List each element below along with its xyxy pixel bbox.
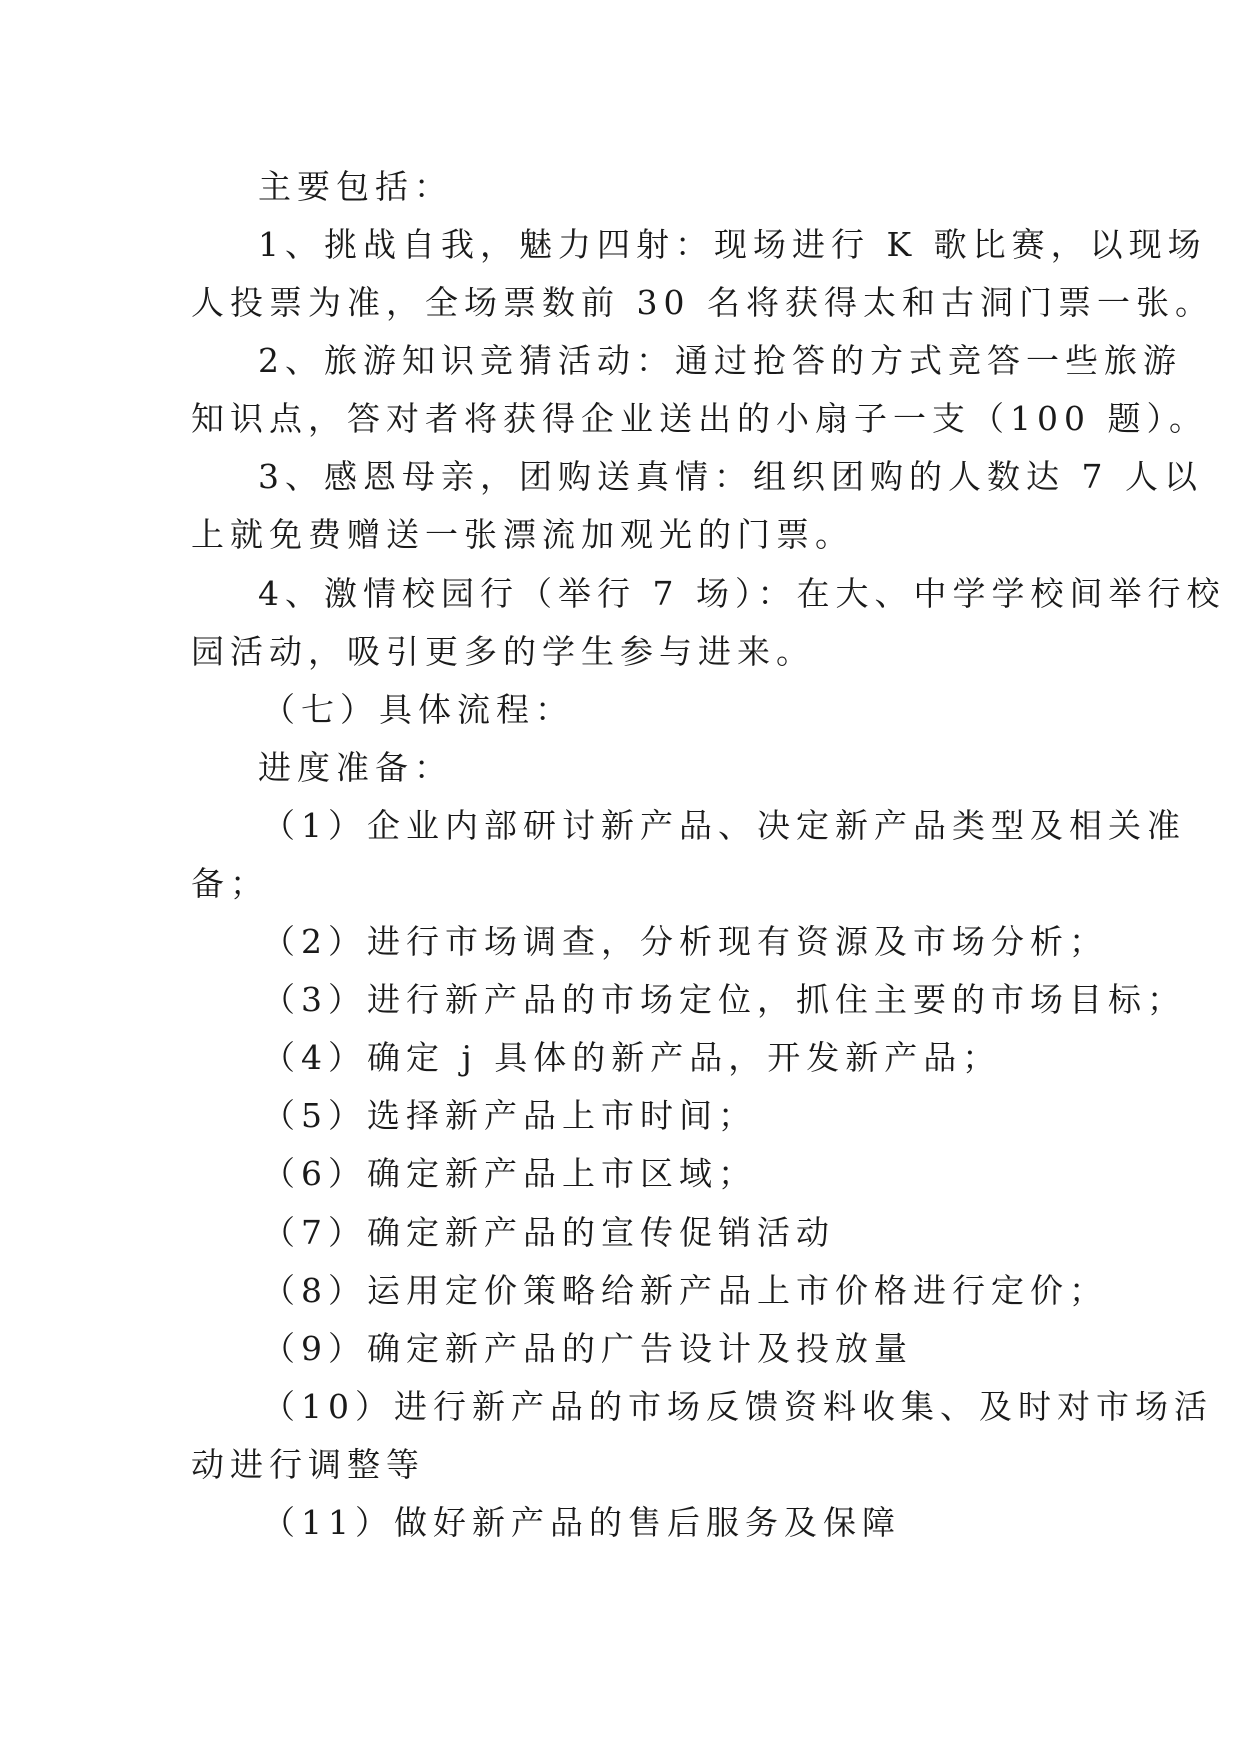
paragraph-line: 3、感恩母亲，团购送真情：组织团购的人数达 7 人以 <box>258 457 1203 496</box>
section-heading: （七）具体流程： <box>262 690 574 729</box>
list-item: （4）确定 j 具体的新产品，开发新产品； <box>262 1038 1002 1077</box>
list-item: （7）确定新产品的宣传促销活动 <box>262 1213 835 1252</box>
list-item: （10）进行新产品的市场反馈资料收集、及时对市场活 <box>262 1387 1213 1426</box>
paragraph-line: 人投票为准，全场票数前 30 名将获得太和古洞门票一张。 <box>191 283 1214 322</box>
list-item-cont: 动进行调整等 <box>191 1445 425 1484</box>
paragraph-line: 知识点，答对者将获得企业送出的小扇子一支（100 题）。 <box>191 399 1208 438</box>
paragraph-line: 2、旅游知识竞猜活动：通过抢答的方式竞答一些旅游 <box>258 341 1182 380</box>
paragraph-line: 上就免费赠送一张漂流加观光的门票。 <box>191 515 854 554</box>
list-item: （1）企业内部研讨新产品、决定新产品类型及相关准 <box>262 806 1186 845</box>
list-item: （5）选择新产品上市时间； <box>262 1096 757 1135</box>
paragraph-line: 1、挑战自我，魅力四射：现场进行 K 歌比赛，以现场 <box>258 225 1207 264</box>
list-item: （6）确定新产品上市区域； <box>262 1154 757 1193</box>
list-item: （2）进行市场调查，分析现有资源及市场分析； <box>262 922 1108 961</box>
list-item: （9）确定新产品的广告设计及投放量 <box>262 1329 913 1368</box>
list-item: （3）进行新产品的市场定位，抓住主要的市场目标； <box>262 980 1186 1019</box>
list-item: （11）做好新产品的售后服务及保障 <box>262 1503 901 1542</box>
paragraph-line: 4、激情校园行（举行 7 场）：在大、中学学校间举行校 <box>258 574 1226 613</box>
list-item: （8）运用定价策略给新产品上市价格进行定价； <box>262 1271 1108 1310</box>
paragraph-line: 主要包括： <box>258 167 453 206</box>
paragraph-line: 进度准备： <box>258 748 453 787</box>
list-item-cont: 备； <box>191 864 269 903</box>
paragraph-line: 园活动，吸引更多的学生参与进来。 <box>191 632 815 671</box>
